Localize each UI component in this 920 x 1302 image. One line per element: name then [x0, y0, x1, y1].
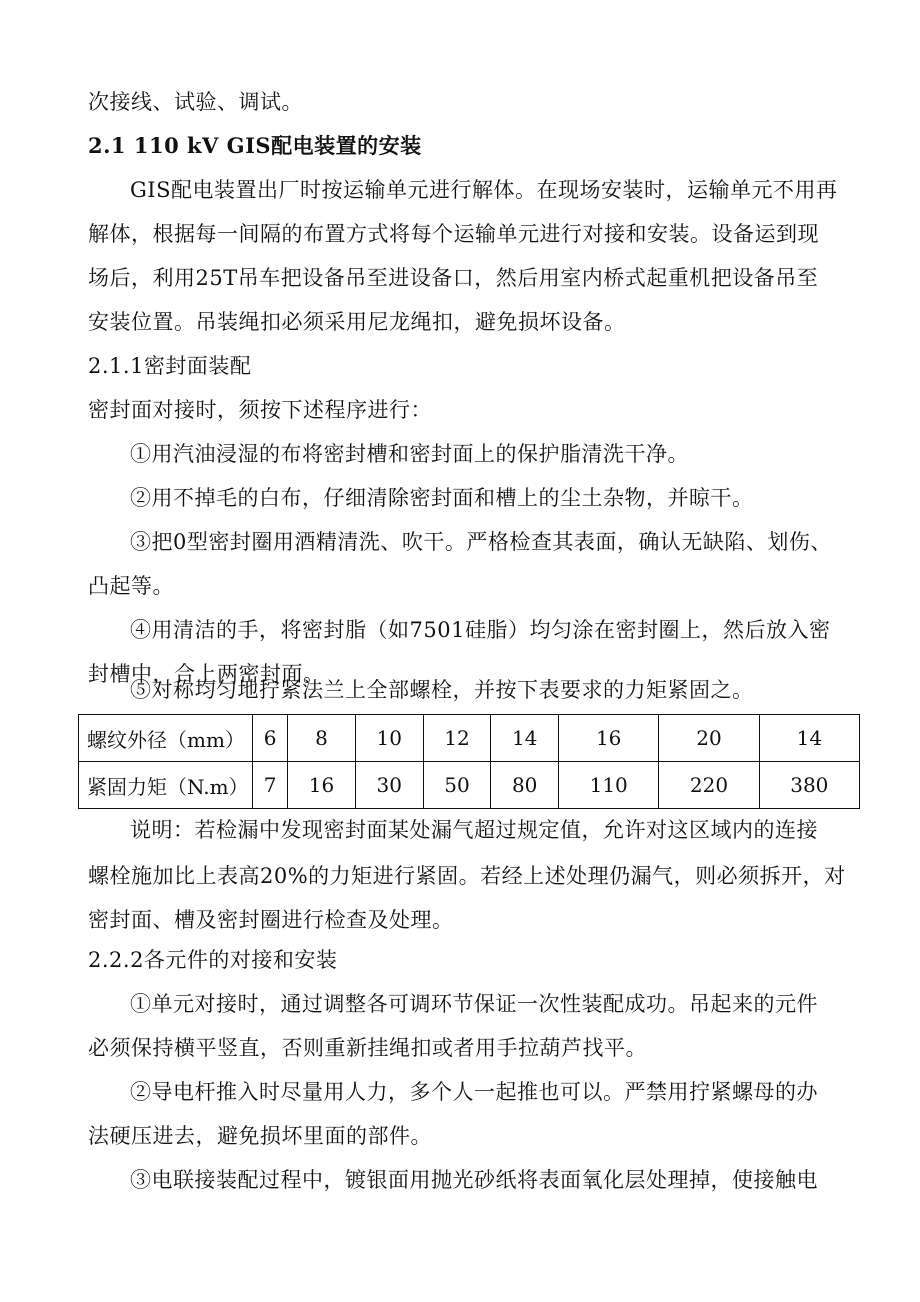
- paragraph-gis-line-2: 解体，根据每一间隔的布置方式将每个运输单元进行对接和安装。设备运到现: [88, 222, 819, 246]
- assembly-step-2-line-2: 法硬压进去，避免损坏里面的部件。: [88, 1124, 432, 1148]
- table-cell: 80: [491, 762, 559, 809]
- step-2: ②用不掉毛的白布，仔细清除密封面和槽上的尘土杂物，并晾干。: [130, 486, 754, 510]
- table-cell: 10: [355, 715, 423, 762]
- table-cell: 50: [423, 762, 491, 809]
- paragraph-seal-intro: 密封面对接时，须按下述程序进行：: [88, 398, 432, 422]
- table-cell: 16: [288, 762, 356, 809]
- table-row: [79, 762, 860, 809]
- assembly-step-1-line-2: 必须保持横平竖直，否则重新挂绳扣或者用手拉葫芦找平。: [88, 1036, 647, 1060]
- table-cell: 14: [491, 715, 559, 762]
- step-3-line-1: ③把0型密封圈用酒精清洗、吹干。严格检查其表面，确认无缺陷、划伤、: [130, 530, 832, 554]
- paragraph-gis-line-4: 安装位置。吊装绳扣必须采用尼龙绳扣，避免损坏设备。: [88, 310, 626, 334]
- table-cell: 220: [659, 762, 759, 809]
- subsection-heading-2-1-1: 2.1.1密封面装配: [88, 354, 252, 378]
- subsection-heading-2-2-2: 2.2.2各元件的对接和安装: [88, 948, 338, 972]
- step-3-line-2: 凸起等。: [88, 574, 174, 598]
- table-row-label: 螺纹外径（mm）: [79, 715, 253, 762]
- paragraph-gis-line-3: 场后，利用25T吊车把设备吊至进设备口，然后用室内桥式起重机把设备吊至: [88, 266, 819, 290]
- torque-table: [78, 714, 860, 809]
- table-cell: 7: [253, 762, 288, 809]
- step-4-line-1: ④用清洁的手，将密封脂（如7501硅脂）均匀涂在密封圈上，然后放入密: [130, 618, 831, 642]
- note-line-3: 密封面、槽及密封圈进行检查及处理。: [88, 908, 454, 932]
- assembly-step-1-line-1: ①单元对接时，通过调整各可调环节保证一次性装配成功。吊起来的元件: [130, 992, 818, 1016]
- step-4-line-2: 封槽中，合上两密封面。: [88, 662, 325, 686]
- table-cell: 30: [355, 762, 423, 809]
- table-row: [79, 715, 860, 762]
- table-cell: 16: [559, 715, 659, 762]
- table-cell: 6: [253, 715, 288, 762]
- step-1: ①用汽油浸湿的布将密封槽和密封面上的保护脂清洗干净。: [130, 442, 689, 466]
- paragraph-gis-line-1: GIS配电装置出厂时按运输单元进行解体。在现场安装时，运输单元不用再: [130, 178, 838, 202]
- note-line-1: 说明：若检漏中发现密封面某处漏气超过规定值，允许对这区域内的连接: [130, 818, 818, 842]
- table-cell: 110: [559, 762, 659, 809]
- assembly-step-3-line-1: ③电联接装配过程中，镀银面用抛光砂纸将表面氧化层处理掉，使接触电: [130, 1168, 818, 1192]
- table-cell: 380: [759, 762, 859, 809]
- assembly-step-2-line-1: ②导电杆推入时尽量用人力，多个人一起推也可以。严禁用拧紧螺母的办: [130, 1080, 818, 1104]
- table-cell: 8: [288, 715, 356, 762]
- table-row-label: 紧固力矩（N.m）: [79, 762, 253, 809]
- section-heading-2-1: 2.1 110 kV GIS配电装置的安装: [88, 133, 422, 158]
- note-line-2: 螺栓施加比上表高20%的力矩进行紧固。若经上述处理仍漏气，则必须拆开，对: [88, 864, 846, 888]
- table-cell: 14: [759, 715, 859, 762]
- paragraph-continuation: 次接线、试验、调试。: [88, 90, 303, 114]
- table-cell: 12: [423, 715, 491, 762]
- step-5: ⑤对称均匀地拧紧法兰上全部螺栓，并按下表要求的力矩紧固之。: [130, 678, 754, 702]
- table-cell: 20: [659, 715, 759, 762]
